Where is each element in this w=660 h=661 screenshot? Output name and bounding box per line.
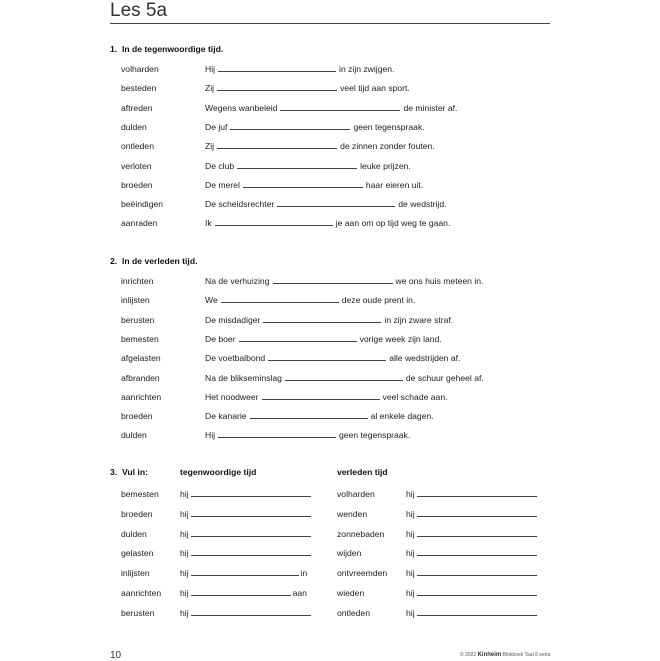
sentence [205, 333, 442, 345]
sentence [205, 429, 410, 441]
sentence-start: Het noodweer [205, 391, 259, 402]
pronoun: hij [180, 607, 189, 618]
fill-in-verb-present: inlijsten [121, 568, 150, 579]
verb-label: afgelasten [121, 353, 161, 364]
exercise-row [0, 82, 660, 94]
answer-blank[interactable] [217, 147, 337, 149]
exercise-row [0, 372, 660, 384]
sentence-end: de zinnen zonder fouten. [340, 141, 435, 152]
sentence-start: De club [205, 160, 235, 171]
sentence-end: veel schade aan. [382, 391, 448, 402]
exercise-row [0, 410, 660, 422]
verb-label: dulden [121, 121, 147, 132]
verb-label: aanrichten [121, 391, 162, 402]
fill-in-line-past [406, 528, 539, 540]
sentence [205, 352, 460, 364]
section-1-number: 1. [110, 44, 118, 54]
sentence-start: De scheidsrechter [205, 199, 275, 210]
sentence [205, 217, 450, 229]
answer-blank[interactable] [277, 205, 395, 207]
section-3-number: 3. [110, 467, 118, 477]
verb-particle: aan [292, 588, 307, 598]
sentence-end: deze oude prent in. [341, 295, 416, 306]
sentence-end: vorige week zijn land. [359, 333, 442, 344]
fill-in-verb-past: zonnebaden [337, 528, 385, 539]
exercise-row [0, 314, 660, 326]
page-number: 10 [110, 650, 122, 661]
sentence-start: De voetbalbond [205, 353, 266, 364]
exercise-row [0, 352, 660, 364]
answer-blank[interactable] [191, 535, 311, 537]
answer-blank[interactable] [417, 495, 537, 497]
sentence-start: Na de blikseminslag [205, 372, 282, 383]
fill-in-verb-past: ontvreemden [337, 568, 388, 579]
fill-in-line-present [180, 587, 307, 599]
verb-label: berusten [121, 314, 155, 325]
column-heading-past: verleden tijd [337, 467, 388, 477]
sentence-start: We [205, 295, 218, 306]
answer-blank[interactable] [263, 321, 381, 323]
pronoun: hij [180, 489, 189, 499]
exercise-row [0, 333, 660, 345]
sentence [205, 314, 453, 326]
fill-in-verb-past: volharden [337, 489, 375, 499]
fill-in-verb-present: aanrichten [121, 588, 162, 598]
fill-in-verb-present: berusten [121, 607, 155, 618]
fill-in-verb-past: wenden [337, 508, 368, 519]
section-2-heading [110, 256, 197, 266]
pronoun: hij [406, 508, 415, 519]
sentence-start: Wegens wanbeleid [205, 102, 278, 113]
exercise-row [0, 391, 660, 403]
pronoun: hij [406, 568, 415, 579]
verb-label: besteden [121, 83, 157, 94]
sentence-end: je aan om op tijd weg te gaan. [335, 218, 451, 229]
answer-blank[interactable] [250, 417, 368, 419]
fill-in-verb-past: ontleden [337, 607, 370, 618]
exercise-row [0, 63, 660, 75]
verb-label: afbranden [121, 372, 160, 383]
fill-in-line-present [180, 508, 313, 520]
verb-particle: in [300, 568, 308, 579]
answer-blank[interactable] [221, 301, 339, 303]
fill-in-verb-present: dulden [121, 528, 147, 539]
fill-in-line-past [406, 587, 539, 599]
pronoun: hij [406, 588, 415, 598]
verb-label: beëindigen [121, 199, 164, 210]
sentence-end: haar eieren uit. [365, 179, 424, 190]
sentence-end: geen tegenspraak. [339, 430, 411, 441]
pronoun: hij [180, 568, 189, 579]
verb-label: volharden [121, 64, 159, 74]
sentence-end: geen tegenspraak. [353, 121, 425, 132]
exercise-row [0, 121, 660, 133]
page-title: Les 5a [110, 0, 168, 21]
fill-in-line-past [406, 547, 539, 559]
verb-label: inrichten [121, 276, 154, 286]
fill-in-verb-present: gelasten [121, 548, 154, 559]
copyright-text: © 2022 [460, 652, 477, 658]
answer-blank[interactable] [417, 535, 537, 537]
answer-blank[interactable] [273, 282, 393, 284]
exercise-row [0, 160, 660, 172]
fill-in-line-present [180, 488, 313, 500]
exercise-row [0, 140, 660, 152]
answer-blank[interactable] [218, 70, 336, 72]
sentence-start: De merel [205, 179, 240, 190]
answer-blank[interactable] [191, 515, 311, 517]
pronoun: hij [406, 489, 415, 499]
sentence [205, 275, 483, 287]
answer-blank[interactable] [417, 574, 537, 576]
pronoun: hij [406, 528, 415, 539]
exercise-row [0, 179, 660, 191]
fill-in-line-present [180, 607, 313, 619]
fill-in-line-present [180, 547, 313, 559]
sentence-end: we ons huis meteen in. [395, 276, 484, 286]
answer-blank[interactable] [230, 128, 350, 130]
sentence-start: Hij [205, 430, 216, 441]
sentence-start: Na de verhuizing [205, 276, 270, 286]
pronoun: hij [180, 588, 189, 598]
book-title: Blokboek Taal 8 extra [502, 652, 551, 658]
answer-blank[interactable] [191, 495, 311, 497]
sentence-start: De boer [205, 333, 236, 344]
answer-blank[interactable] [417, 515, 537, 517]
sentence-end: de wedstrijd. [398, 199, 447, 210]
brand-name: Kinheim [477, 652, 502, 658]
section-3-title: Vul in: [122, 467, 148, 477]
fill-in-line-past [406, 508, 539, 520]
answer-blank[interactable] [191, 614, 311, 616]
pronoun: hij [180, 508, 189, 519]
sentence-start: Zij [205, 141, 215, 152]
fill-in-verb-past: wieden [337, 588, 365, 598]
sentence [205, 121, 425, 133]
exercise-row [0, 275, 660, 287]
answer-blank[interactable] [237, 167, 357, 169]
verb-label: aanraden [121, 218, 158, 229]
title-rule [110, 23, 550, 24]
sentence [205, 160, 411, 172]
sentence [205, 82, 410, 94]
sentence-end: in zijn zware straf. [384, 314, 454, 325]
answer-blank[interactable] [417, 614, 537, 616]
sentence-end: alle wedstrijden af. [389, 353, 461, 364]
sentence [205, 63, 394, 75]
fill-in-verb-past: wijden [337, 548, 362, 559]
answer-blank[interactable] [285, 379, 403, 381]
section-1-heading [110, 44, 223, 54]
answer-blank[interactable] [417, 594, 537, 596]
verb-label: aftreden [121, 102, 153, 113]
sentence [205, 294, 415, 306]
verb-label: verloten [121, 160, 152, 171]
sentence-start: Ik [205, 218, 212, 229]
exercise-row [0, 429, 660, 441]
sentence-start: De kanarie [205, 411, 247, 422]
verb-label: broeden [121, 179, 153, 190]
sentence [205, 372, 484, 384]
answer-blank[interactable] [191, 594, 291, 596]
sentence-end: al enkele dagen. [370, 411, 434, 422]
sentence [205, 140, 435, 152]
fill-in-verb-present: bemesten [121, 489, 159, 499]
verb-label: dulden [121, 430, 147, 441]
sentence [205, 198, 447, 210]
answer-blank[interactable] [243, 186, 363, 188]
fill-in-line-past [406, 607, 539, 619]
answer-blank[interactable] [280, 109, 400, 111]
fill-in-line-past [406, 567, 539, 579]
exercise-row [0, 102, 660, 114]
sentence-start: De juf [205, 121, 228, 132]
verb-label: bemesten [121, 333, 159, 344]
pronoun: hij [406, 548, 415, 559]
verb-label: broeden [121, 411, 153, 422]
fill-in-line-past [406, 488, 539, 500]
answer-blank[interactable] [191, 554, 311, 556]
section-2-number: 2. [110, 256, 118, 266]
sentence-start: De misdadiger [205, 314, 261, 325]
section-1-title: In de tegenwoordige tijd. [122, 44, 224, 54]
pronoun: hij [180, 528, 189, 539]
answer-blank[interactable] [239, 340, 357, 342]
sentence [205, 410, 434, 422]
sentence-end: in zijn zwijgen. [339, 64, 395, 74]
exercise-row [0, 217, 660, 229]
pronoun: hij [406, 607, 415, 618]
answer-blank[interactable] [417, 554, 537, 556]
section-2-title: In de verleden tijd. [122, 256, 198, 266]
exercise-row [0, 294, 660, 306]
answer-blank[interactable] [262, 398, 380, 400]
exercise-row [0, 198, 660, 210]
sentence-start: Zij [205, 83, 215, 94]
answer-blank[interactable] [215, 224, 333, 226]
fill-in-line-present [180, 567, 307, 579]
sentence-end: leuke prijzen. [360, 160, 411, 171]
verb-label: ontleden [121, 141, 154, 152]
fill-in-line-present [180, 528, 313, 540]
sentence [205, 391, 448, 403]
verb-label: inlijsten [121, 295, 150, 306]
section-3-heading [110, 467, 148, 477]
sentence [205, 179, 423, 191]
footer-copyright [460, 652, 550, 658]
answer-blank[interactable] [217, 89, 337, 91]
answer-blank[interactable] [191, 574, 299, 576]
fill-in-verb-present: broeden [121, 508, 153, 519]
sentence-start: Hij [205, 64, 216, 74]
sentence-end: de minister af. [403, 102, 458, 113]
answer-blank[interactable] [268, 359, 386, 361]
answer-blank[interactable] [218, 436, 336, 438]
sentence-end: de schuur geheel af. [405, 372, 484, 383]
column-heading-present: tegenwoordige tijd [180, 467, 257, 477]
sentence [205, 102, 457, 114]
pronoun: hij [180, 548, 189, 559]
sentence-end: veel tijd aan sport. [340, 83, 410, 94]
